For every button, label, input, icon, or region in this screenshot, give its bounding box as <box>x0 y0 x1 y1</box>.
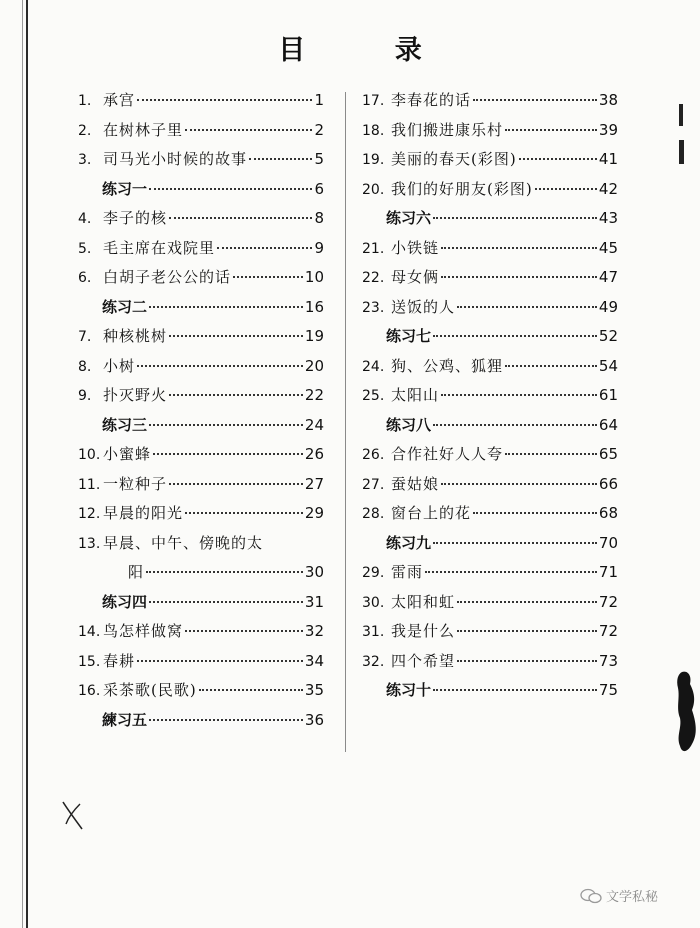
entry-title: 李子的核 <box>103 209 168 227</box>
entry-title: 練习五 <box>102 710 148 729</box>
entry-number: 29. <box>362 565 385 581</box>
entry-page-number: 24 <box>304 415 324 434</box>
entry-title: 扑灭野火 <box>103 386 168 404</box>
dot-leader <box>185 630 303 632</box>
entry-title: 李春花的话 <box>391 91 472 109</box>
entry-page-number: 65 <box>598 445 618 463</box>
entry-page-number: 16 <box>304 297 324 316</box>
entry-title: 狗、公鸡、狐狸 <box>391 356 504 375</box>
toc-entry <box>362 178 618 208</box>
toc-entry <box>362 620 618 650</box>
entry-title: 春耕 <box>103 651 136 670</box>
dot-leader <box>505 129 597 131</box>
entry-title: 雷雨 <box>391 563 424 581</box>
entry-title: 鸟怎样做窝 <box>103 622 184 640</box>
dot-leader <box>137 365 303 367</box>
dot-leader <box>457 306 597 308</box>
entry-page-number: 35 <box>304 681 324 699</box>
entry-page-number: 47 <box>598 268 618 286</box>
toc-entry <box>78 443 324 473</box>
dot-leader <box>249 158 312 160</box>
entry-number: 27. <box>362 476 385 493</box>
toc-entry <box>78 237 324 267</box>
dot-leader <box>441 276 597 278</box>
toc-entry <box>78 502 324 532</box>
entry-title: 早晨、中午、傍晚的太 <box>103 533 264 552</box>
toc-exercise-entry <box>78 709 324 739</box>
entry-page-number: 54 <box>598 356 618 375</box>
entry-title: 练习七 <box>386 327 432 345</box>
entry-number: 16. <box>78 683 101 699</box>
toc-exercise-entry <box>362 325 618 355</box>
entry-number: 30. <box>362 594 385 611</box>
page-binding-edge <box>26 0 28 928</box>
scan-ink-mark <box>679 140 684 164</box>
scan-shadow-line <box>22 0 23 928</box>
dot-leader <box>457 601 597 603</box>
entry-page-number: 66 <box>598 474 618 493</box>
entry-title: 采茶歌(民歌) <box>103 681 197 699</box>
entry-title: 美丽的春天(彩图) <box>391 150 517 168</box>
entry-number: 11. <box>78 476 101 493</box>
toc-entry <box>362 591 618 621</box>
dot-leader <box>473 99 597 101</box>
toc-entry <box>78 207 324 237</box>
page-title: 目 录 <box>278 35 462 66</box>
entry-title: 练习二 <box>102 297 148 316</box>
dot-leader <box>149 601 303 603</box>
entry-page-number: 19 <box>304 327 324 345</box>
entry-number: 17. <box>362 93 385 109</box>
dot-leader <box>217 247 312 249</box>
dot-leader <box>137 99 312 101</box>
entry-title: 练习一 <box>102 179 148 198</box>
toc-entry <box>78 384 324 414</box>
entry-page-number: 29 <box>304 504 324 522</box>
toc-entry <box>78 119 324 149</box>
entry-title: 练习十 <box>386 681 432 699</box>
entry-title: 练习九 <box>386 533 432 552</box>
entry-title: 蚕姑娘 <box>391 474 440 493</box>
entry-page-number: 64 <box>598 415 618 434</box>
toc-entry <box>362 266 618 296</box>
entry-number: 10. <box>78 447 101 463</box>
entry-title: 司马光小时候的故事 <box>103 150 248 168</box>
entry-number: 32. <box>362 653 385 670</box>
entry-title: 小蜜蜂 <box>103 445 152 463</box>
dot-leader <box>185 129 312 131</box>
scan-ink-mark <box>679 104 683 126</box>
toc-exercise-entry <box>78 591 324 621</box>
entry-number: 13. <box>78 535 101 552</box>
dot-leader <box>433 424 597 426</box>
entry-number: 19. <box>362 152 385 168</box>
entry-page-number: 9 <box>314 238 324 257</box>
dot-leader <box>169 394 303 396</box>
entry-title: 承宫 <box>103 91 136 109</box>
dot-leader <box>519 158 597 160</box>
dot-leader <box>425 571 597 573</box>
toc-entry <box>362 443 618 473</box>
dot-leader <box>169 483 303 485</box>
entry-number: 26. <box>362 447 385 463</box>
toc-exercise-entry <box>78 178 324 208</box>
entry-page-number: 2 <box>314 120 324 139</box>
entry-page-number: 72 <box>598 622 618 640</box>
toc-entry <box>78 532 324 562</box>
entry-number: 28. <box>362 506 385 522</box>
toc-entry <box>362 650 618 680</box>
toc-entry <box>78 620 324 650</box>
entry-page-number: 27 <box>304 474 324 493</box>
dot-leader <box>441 394 597 396</box>
entry-title: 练习六 <box>386 209 432 227</box>
entry-title: 小铁链 <box>391 238 440 257</box>
dot-leader <box>505 365 597 367</box>
toc-entry <box>362 237 618 267</box>
toc-entry <box>362 296 618 326</box>
entry-number: 4. <box>78 211 92 227</box>
entry-page-number: 71 <box>598 563 618 581</box>
entry-number: 15. <box>78 653 101 670</box>
entry-page-number: 42 <box>598 179 618 198</box>
entry-number: 14. <box>78 624 101 640</box>
entry-page-number: 26 <box>304 445 324 463</box>
entry-title: 早晨的阳光 <box>103 504 184 522</box>
entry-title: 白胡子老公公的话 <box>103 268 232 286</box>
entry-number: 18. <box>362 122 385 139</box>
entry-number: 22. <box>362 270 385 286</box>
entry-page-number: 1 <box>314 91 324 109</box>
dot-leader <box>433 335 597 337</box>
entry-title: 练习四 <box>102 592 148 611</box>
entry-title: 四个希望 <box>391 651 456 670</box>
entry-page-number: 70 <box>598 533 618 552</box>
entry-title: 小树 <box>103 356 136 375</box>
dot-leader <box>199 689 303 691</box>
entry-number: 1. <box>78 93 92 109</box>
entry-number: 12. <box>78 506 101 522</box>
toc-entry <box>78 561 324 591</box>
entry-page-number: 30 <box>304 563 324 581</box>
dot-leader <box>169 335 303 337</box>
toc-entry <box>78 679 324 709</box>
dot-leader <box>149 188 312 190</box>
entry-page-number: 20 <box>304 356 324 375</box>
toc-entry <box>362 119 618 149</box>
entry-title: 太阳山 <box>391 386 440 404</box>
entry-page-number: 34 <box>304 651 324 670</box>
dot-leader <box>505 453 597 455</box>
toc-exercise-entry <box>78 296 324 326</box>
toc-entry <box>362 561 618 591</box>
entry-title: 练习三 <box>102 415 148 434</box>
dot-leader <box>185 512 303 514</box>
entry-page-number: 38 <box>598 91 618 109</box>
toc-entry <box>78 266 324 296</box>
entry-page-number: 36 <box>304 710 324 729</box>
watermark <box>580 886 658 905</box>
entry-number: 23. <box>362 299 385 316</box>
entry-page-number: 68 <box>598 504 618 522</box>
entry-title: 一粒种子 <box>103 474 168 493</box>
entry-page-number: 31 <box>304 592 324 611</box>
dot-leader <box>137 660 303 662</box>
entry-number: 3. <box>78 152 92 168</box>
dot-leader <box>433 217 597 219</box>
entry-title: 太阳和虹 <box>391 592 456 611</box>
entry-page-number: 73 <box>598 651 618 670</box>
wechat-icon <box>580 888 602 904</box>
toc-entry <box>362 148 618 178</box>
entry-page-number: 52 <box>598 327 618 345</box>
dot-leader <box>149 306 303 308</box>
toc-right-column <box>362 89 618 709</box>
entry-number: 24. <box>362 358 385 375</box>
entry-page-number: 49 <box>598 297 618 316</box>
dot-leader <box>433 689 597 691</box>
dot-leader <box>433 542 597 544</box>
entry-page-number: 10 <box>304 268 324 286</box>
toc-entry <box>78 325 324 355</box>
entry-number: 25. <box>362 388 385 404</box>
toc-entry <box>78 650 324 680</box>
toc-exercise-entry <box>362 207 618 237</box>
toc-exercise-entry <box>362 414 618 444</box>
toc-entry <box>78 473 324 503</box>
entry-number: 5. <box>78 240 92 257</box>
toc-entry <box>362 89 618 119</box>
dot-leader <box>153 453 303 455</box>
toc-entry <box>362 473 618 503</box>
dot-leader <box>441 483 597 485</box>
toc-exercise-entry <box>362 679 618 709</box>
toc-entry <box>362 384 618 414</box>
dot-leader <box>457 630 597 632</box>
entry-page-number: 41 <box>598 150 618 168</box>
toc-exercise-entry <box>362 532 618 562</box>
column-divider <box>345 92 346 752</box>
entry-number: 9. <box>78 388 92 404</box>
entry-page-number: 43 <box>598 209 618 227</box>
watermark-text: 文学私秘 <box>606 890 659 905</box>
dot-leader <box>146 571 303 573</box>
dot-leader <box>473 512 597 514</box>
toc-left-column <box>78 89 324 738</box>
toc-exercise-entry <box>78 414 324 444</box>
toc-entry <box>362 355 618 385</box>
dot-leader <box>233 276 303 278</box>
entry-title: 母女俩 <box>391 268 440 286</box>
dot-leader <box>457 660 597 662</box>
entry-title: 阳 <box>128 563 145 581</box>
entry-title: 练习八 <box>386 415 432 434</box>
entry-page-number: 8 <box>314 209 324 227</box>
entry-page-number: 75 <box>598 681 618 699</box>
entry-page-number: 45 <box>598 238 618 257</box>
dot-leader <box>441 247 597 249</box>
entry-number: 31. <box>362 624 385 640</box>
entry-page-number: 61 <box>598 386 618 404</box>
dot-leader <box>535 188 597 190</box>
entry-title: 合作社好人人夸 <box>391 445 504 463</box>
entry-title: 毛主席在戏院里 <box>103 238 216 257</box>
entry-title: 我是什么 <box>391 622 456 640</box>
entry-number: 2. <box>78 122 92 139</box>
entry-page-number: 22 <box>304 386 324 404</box>
toc-entry <box>78 148 324 178</box>
entry-number: 20. <box>362 181 385 198</box>
handwritten-x-mark <box>60 800 86 830</box>
entry-title: 种核桃树 <box>103 327 168 345</box>
entry-page-number: 72 <box>598 592 618 611</box>
entry-title: 我们搬进康乐村 <box>391 120 504 139</box>
entry-title: 窗台上的花 <box>391 504 472 522</box>
entry-number: 8. <box>78 358 92 375</box>
toc-entry <box>78 355 324 385</box>
entry-title: 我们的好朋友(彩图) <box>391 179 533 198</box>
entry-number: 7. <box>78 329 92 345</box>
entry-title: 在树林子里 <box>103 120 184 139</box>
dot-leader <box>149 424 303 426</box>
entry-page-number: 32 <box>304 622 324 640</box>
dot-leader <box>169 217 312 219</box>
dot-leader <box>149 719 303 721</box>
entry-number: 6. <box>78 270 92 286</box>
ink-blot <box>676 670 698 754</box>
toc-entry <box>362 502 618 532</box>
entry-title: 送饭的人 <box>391 297 456 316</box>
entry-page-number: 5 <box>314 150 324 168</box>
entry-number: 21. <box>362 240 385 257</box>
entry-page-number: 6 <box>314 179 324 198</box>
toc-entry <box>78 89 324 119</box>
entry-page-number: 39 <box>598 120 618 139</box>
